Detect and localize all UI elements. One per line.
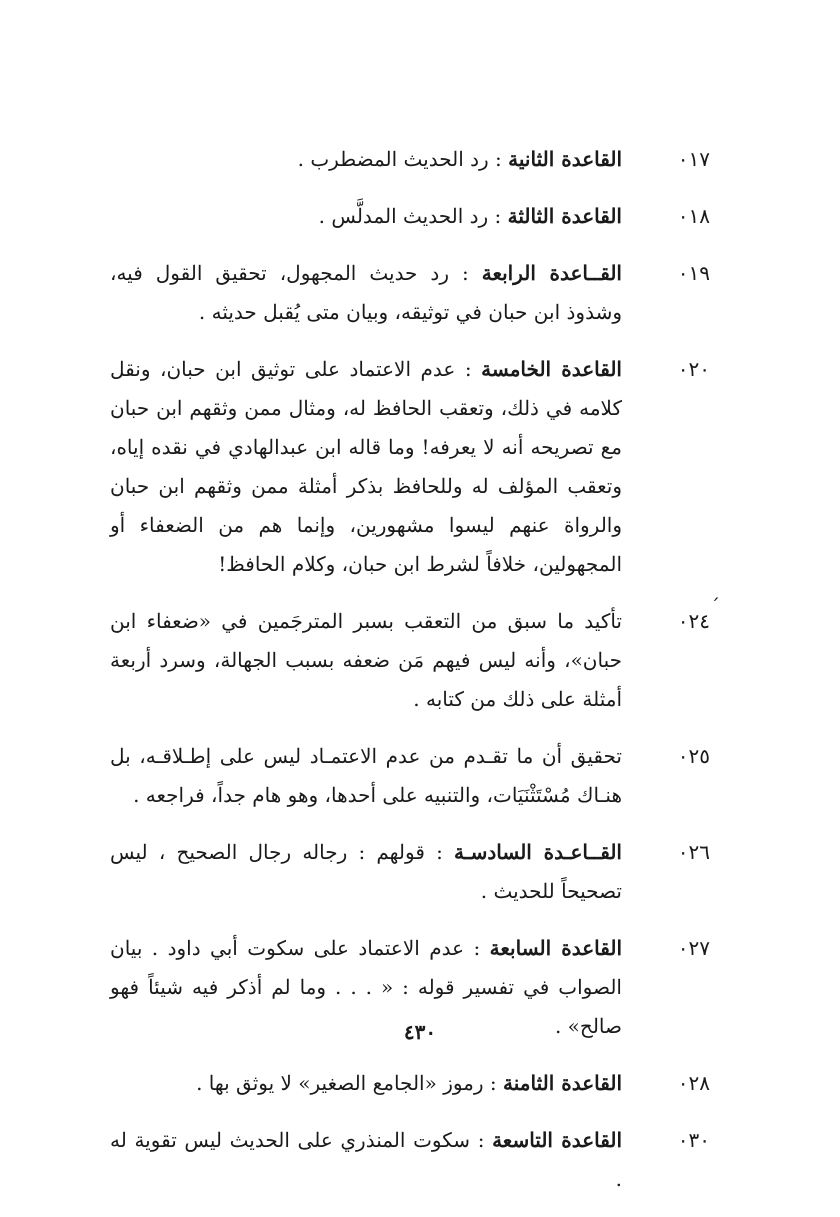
- rule-title: القاعدة الثانية: [508, 147, 622, 171]
- entry-number: ٠٢٨: [677, 1071, 710, 1095]
- rule-title: القاعدة التاسعة: [492, 1128, 622, 1152]
- toc-entry: [110, 833, 710, 911]
- entry-body: [110, 350, 622, 584]
- entry-number: ٠١٧: [677, 147, 710, 171]
- toc-entry: [110, 1121, 710, 1199]
- entry-body: [110, 602, 622, 719]
- entry-body: [110, 737, 622, 815]
- entry-number: ٠٢٥: [677, 744, 710, 768]
- entry-number: ٠١٩: [677, 261, 710, 285]
- rule-title: القــاعدة الرابعة: [481, 261, 622, 285]
- entry-body: [110, 1064, 622, 1103]
- entry-number: ٠٢٠: [677, 357, 710, 381]
- entry-number: ٠٢٦: [677, 840, 710, 864]
- entry-text: : عدم الاعتماد على سكوت أبي داود . بيان الصواب في تفسير قوله : « . . . وما لم أذكر فيه شيئاً فهو صالح» .: [110, 936, 622, 1038]
- toc-entry: [110, 140, 710, 179]
- entry-text: : رد الحديث المدلَّس .: [318, 204, 502, 228]
- toc-entry: [110, 197, 710, 236]
- toc-entry: [110, 1064, 710, 1103]
- toc-entry: [110, 594, 720, 719]
- toc-entry: [110, 350, 710, 584]
- rule-title: القاعدة السابعة: [489, 936, 623, 960]
- entry-body: [110, 1121, 622, 1199]
- toc-entry: [110, 254, 710, 332]
- rule-title: القاعدة الثامنة: [503, 1071, 622, 1095]
- toc-entry: [110, 737, 710, 815]
- entry-text: : قولهم : رجاله رجال الصحيح ، ليس تصحيحاً للحديث .: [110, 840, 622, 903]
- rule-title: القاعدة الخامسة: [481, 357, 622, 381]
- page-number: ٤٣٠: [403, 1020, 437, 1044]
- entry-text: : سكوت المنذري على الحديث ليس تقوية له .: [110, 1128, 622, 1191]
- margin-tick-mark: ´: [710, 594, 720, 618]
- table-of-contents: [110, 140, 720, 1217]
- rule-title: القــاعـدة السادسـة: [454, 840, 622, 864]
- entry-text: : رد حديث المجهول، تحقيق القول فيه، وشذوذ ابن حبان في توثيقه، وبيان متى يُقبل حديثه .: [110, 261, 622, 324]
- entry-number: ٠٢٤: [677, 609, 710, 633]
- entry-text: تأكيد ما سبق من التعقب بسبر المترجَمين في «ضعفاء ابن حبان»، وأنه ليس فيهم مَن ضعفه بسبب الجهالة، وسرد أربعة أمثلة على ذلك من كتابه .: [110, 609, 622, 711]
- entry-body: [110, 197, 622, 236]
- entry-text: : عدم الاعتماد على توثيق ابن حبان، ونقل كلامه في ذلك، وتعقب الحافظ له، ومثال ممن وثقهم ابن حبان مع تصريحه أنه لا يعرفه! وما قاله ابن عبدالهادي في نقده إياه، وتعقب المؤلف له وللحافظ بذكر أمثلة ممن وثقهم ابن حبان والرواة عنهم ليسوا مشهورين، وإنما هم من الضعفاء أو المجهولين، خلافاً لشرط ابن حبان، وكلام الحافظ!: [110, 357, 623, 576]
- entry-number: ٠٣٠: [677, 1128, 710, 1152]
- entry-body: [110, 140, 622, 179]
- entry-body: [110, 254, 622, 332]
- entry-text: : رموز «الجامع الصغير» لا يوثق بها .: [196, 1071, 497, 1095]
- entry-number: ٠١٨: [677, 204, 710, 228]
- entry-text: تحقيق أن ما تقـدم من عدم الاعتمـاد ليس على إطـلاقـه، بل هنـاك مُسْتَثْنَيَات، والتنبيه على أحدها، وهو هام جداً، فراجعه .: [110, 744, 622, 807]
- entry-number: ٠٢٧: [677, 936, 710, 960]
- entry-body: [110, 833, 622, 911]
- entry-text: : رد الحديث المضطرب .: [297, 147, 502, 171]
- rule-title: القاعدة الثالثة: [507, 204, 622, 228]
